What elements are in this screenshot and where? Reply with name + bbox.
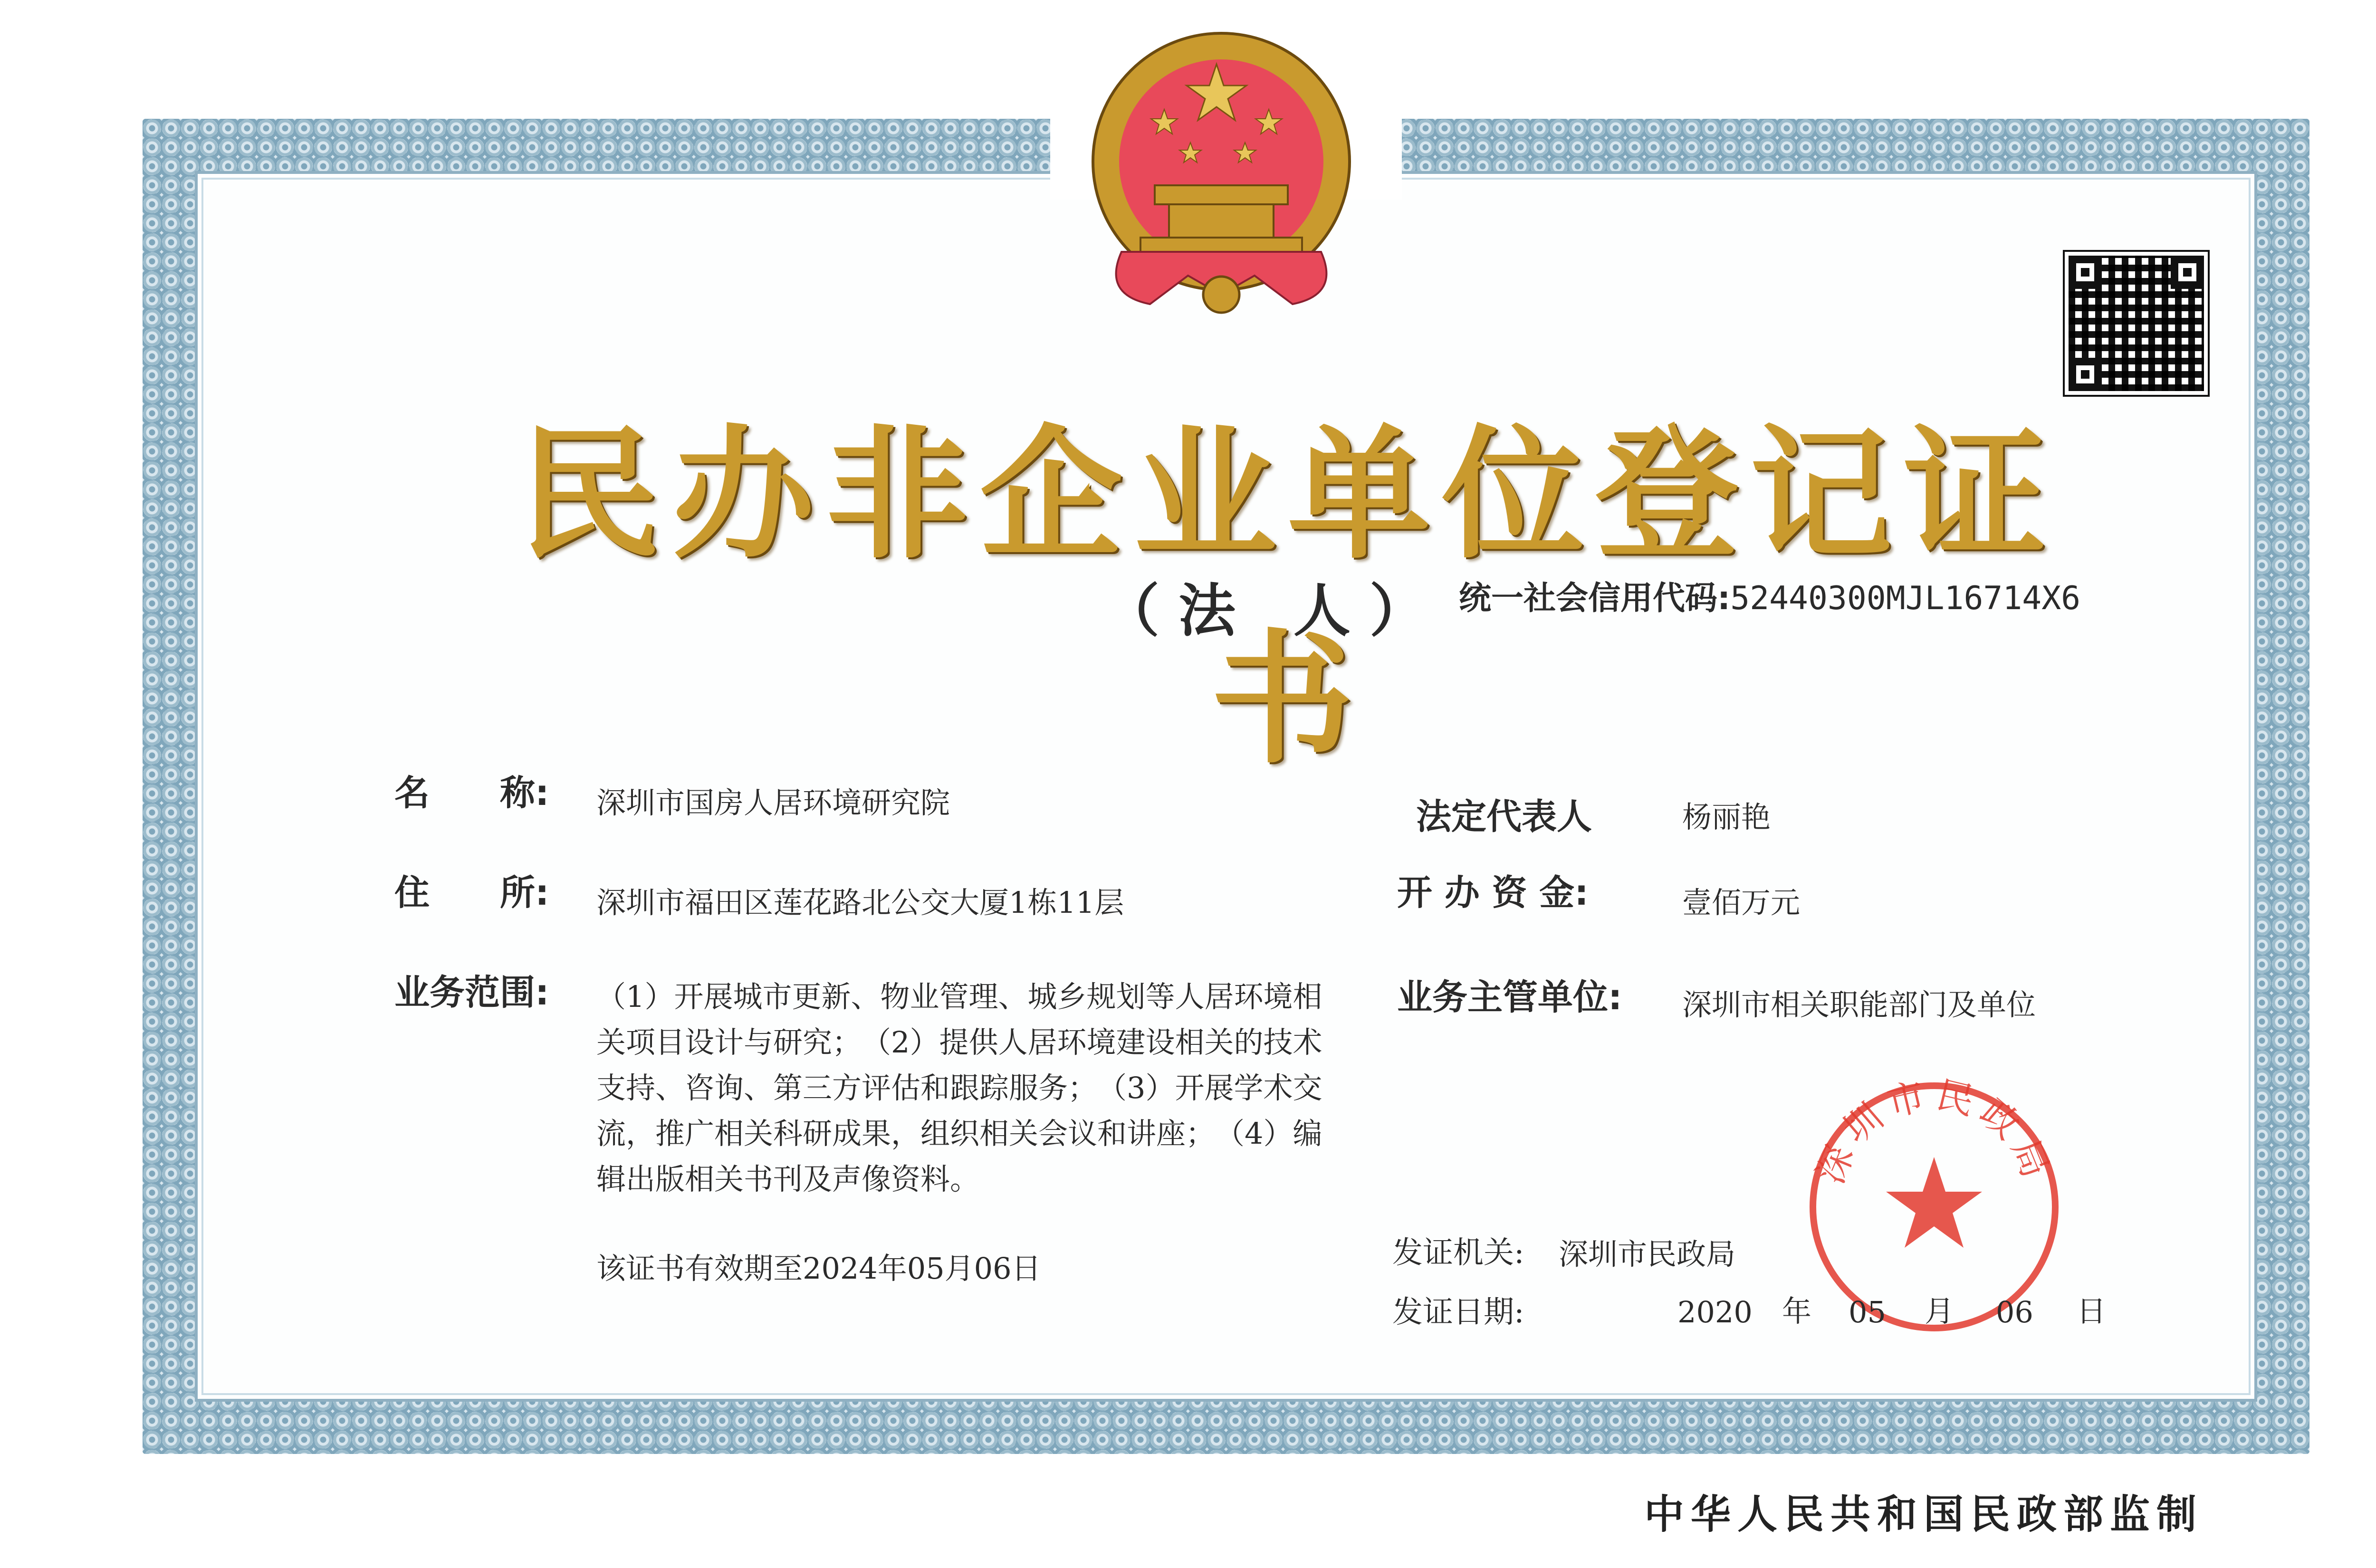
qr-finder-top-left xyxy=(2069,256,2102,289)
supervision-footer: 中华人民共和国民政部监制 xyxy=(1644,1491,2204,1538)
scope-label: 业务范围: xyxy=(394,972,549,1013)
address-value: 深圳市福田区莲花路北公交大厦1栋11层 xyxy=(596,885,1124,920)
issue-date-year-unit: 年 xyxy=(1782,1294,1812,1329)
qr-code[interactable] xyxy=(2065,252,2208,395)
capital-value: 壹佰万元 xyxy=(1682,885,1801,920)
seal-text: 深圳市民政局 xyxy=(1809,1074,2060,1190)
issue-date-day-unit: 日 xyxy=(2077,1294,2107,1329)
certificate-title: 民办非企业单位登记证书 xyxy=(518,412,2058,783)
validity-text: 该证书有效期至2024年05月06日 xyxy=(596,1251,1041,1286)
issuer-label: 发证机关: xyxy=(1392,1235,1524,1271)
representative-label: 法定代表人 xyxy=(1416,796,1592,837)
authority-value: 深圳市相关职能部门及单位 xyxy=(1682,987,2036,1022)
name-value: 深圳市国房人居环境研究院 xyxy=(596,785,950,820)
issue-date-month: 05 xyxy=(1849,1295,1886,1329)
credit-code xyxy=(1459,573,2080,619)
certificate-subtitle: （法 人） xyxy=(1102,578,1446,644)
issuer-value: 深圳市民政局 xyxy=(1559,1237,1736,1272)
scope-value: （1）开展城市更新、物业管理、城乡规划等人居环境相关项目设计与研究； （2）提供人居环境建设相关的技术支持、咨询、第三方评估和跟踪服务； （3）开展学术交流，推广相关科研成果，组织相关会议和讲座； （4）编辑出版相关书刊及声像资料。 xyxy=(596,979,1322,1196)
issue-date-year: 2020 xyxy=(1677,1295,1753,1329)
capital-label: 开 办 资 金: xyxy=(1397,872,1589,913)
issue-date-month-unit: 月 xyxy=(1925,1294,1954,1329)
issue-date-label: 发证日期: xyxy=(1392,1295,1524,1330)
qr-finder-top-right xyxy=(2171,256,2204,289)
address-label: 住 所: xyxy=(394,872,549,913)
credit-code-label: 统一社会信用代码: xyxy=(1459,580,1731,617)
issue-date-day: 06 xyxy=(1996,1295,2033,1329)
national-emblem-icon xyxy=(1088,29,1354,323)
authority-label: 业务主管单位: xyxy=(1397,977,1622,1018)
credit-code-value: 52440300MJL16714X6 xyxy=(1730,580,2081,617)
representative-value: 杨丽艳 xyxy=(1682,800,1771,834)
name-label: 名 称: xyxy=(394,773,549,813)
